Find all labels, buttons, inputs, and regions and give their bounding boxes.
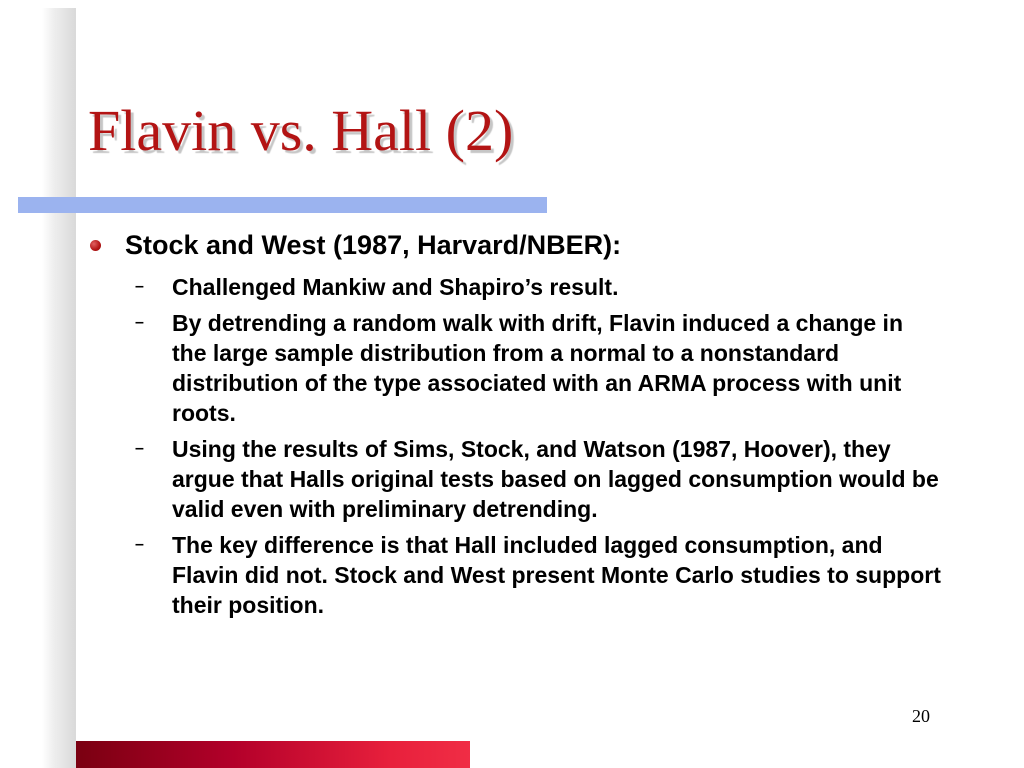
sub-bullet-text: The key difference is that Hall included lagged consumption, and Flavin did not. Stock and West present Monte Carlo studies to support their position. <box>172 532 941 618</box>
dash-icon: – <box>135 314 144 331</box>
sub-bullet-item <box>135 308 935 428</box>
sub-bullet-text: By detrending a random walk with drift, Flavin induced a change in the large sample distribution from a normal to a nonstandard distribution of the type associated with an ARMA process with unit roots. <box>172 310 903 426</box>
dash-icon: – <box>135 278 144 295</box>
sub-bullet-text: Challenged Mankiw and Shapiro’s result. <box>172 274 619 300</box>
bottom-accent-bar <box>76 741 470 768</box>
slide-number: 20 <box>912 706 930 726</box>
slide-title: Flavin vs. Hall (2) <box>88 98 514 163</box>
bullet-dot-icon <box>90 240 101 251</box>
sub-bullet-item <box>135 272 935 302</box>
sub-bullet-list <box>135 272 941 626</box>
dash-icon: – <box>135 440 144 457</box>
sub-bullet-text: Using the results of Sims, Stock, and Watson (1987, Hoover), they argue that Halls original tests based on lagged consumption would be valid even with preliminary detrending. <box>172 436 939 522</box>
sub-bullet-item <box>135 434 939 524</box>
dash-icon: – <box>135 536 144 553</box>
sub-bullet-item <box>135 530 941 620</box>
main-bullet-text: Stock and West (1987, Harvard/NBER): <box>125 230 622 260</box>
